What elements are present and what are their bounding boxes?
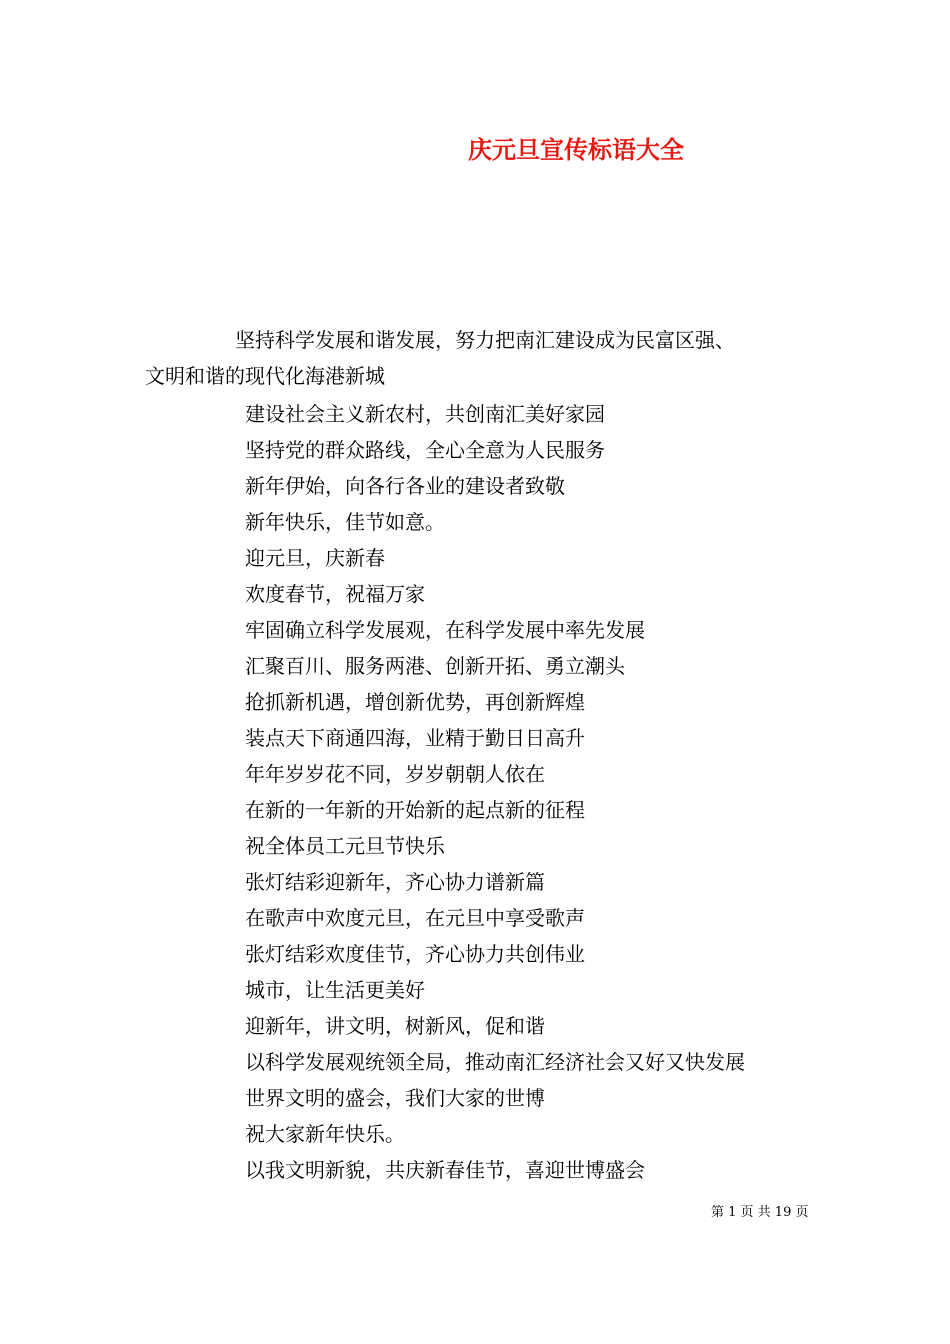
slogan-line: 在新的一年新的开始新的起点新的征程 [245, 798, 585, 822]
intro-line-2: 文明和谐的现代化海港新城 [145, 364, 385, 388]
document-title: 庆元旦宣传标语大全 [468, 135, 684, 164]
slogan-line: 新年快乐，佳节如意。 [245, 510, 445, 534]
slogan-line: 坚持党的群众路线，全心全意为人民服务 [245, 438, 605, 462]
slogan-line: 迎新年，讲文明，树新风，促和谐 [245, 1014, 545, 1038]
slogan-line: 抢抓新机遇，增创新优势，再创新辉煌 [245, 690, 585, 714]
slogan-line: 城市，让生活更美好 [245, 978, 425, 1002]
intro-line-1: 坚持科学发展和谐发展，努力把南汇建设成为民富区强、 [235, 328, 735, 352]
slogan-line: 张灯结彩迎新年，齐心协力谱新篇 [245, 870, 545, 894]
slogan-line: 以科学发展观统领全局，推动南汇经济社会又好又快发展 [245, 1050, 745, 1074]
slogan-line: 年年岁岁花不同，岁岁朝朝人依在 [245, 762, 545, 786]
slogan-line: 欢度春节，祝福万家 [245, 582, 425, 606]
page-footer: 第 1 页 共 19 页 [711, 1205, 809, 1220]
intro-paragraph [145, 322, 810, 394]
slogan-line: 汇聚百川、服务两港、创新开拓、勇立潮头 [245, 654, 625, 678]
slogan-line: 以我文明新貌，共庆新春佳节，喜迎世博盛会 [245, 1158, 645, 1182]
slogan-line: 新年伊始，向各行各业的建设者致敬 [245, 474, 565, 498]
slogan-line: 装点天下商通四海，业精于勤日日高升 [245, 726, 585, 750]
slogan-line: 迎元旦，庆新春 [245, 546, 385, 570]
slogan-line: 建设社会主义新农村，共创南汇美好家园 [245, 402, 605, 426]
slogan-line: 牢固确立科学发展观，在科学发展中率先发展 [245, 618, 645, 642]
slogan-line: 祝大家新年快乐。 [245, 1122, 405, 1146]
slogan-line: 张灯结彩欢度佳节，齐心协力共创伟业 [245, 942, 585, 966]
slogan-line: 世界文明的盛会，我们大家的世博 [245, 1086, 545, 1110]
slogan-line: 祝全体员工元旦节快乐 [245, 834, 445, 858]
slogan-line: 在歌声中欢度元旦，在元旦中享受歌声 [245, 906, 585, 930]
slogan-list [245, 396, 745, 1188]
